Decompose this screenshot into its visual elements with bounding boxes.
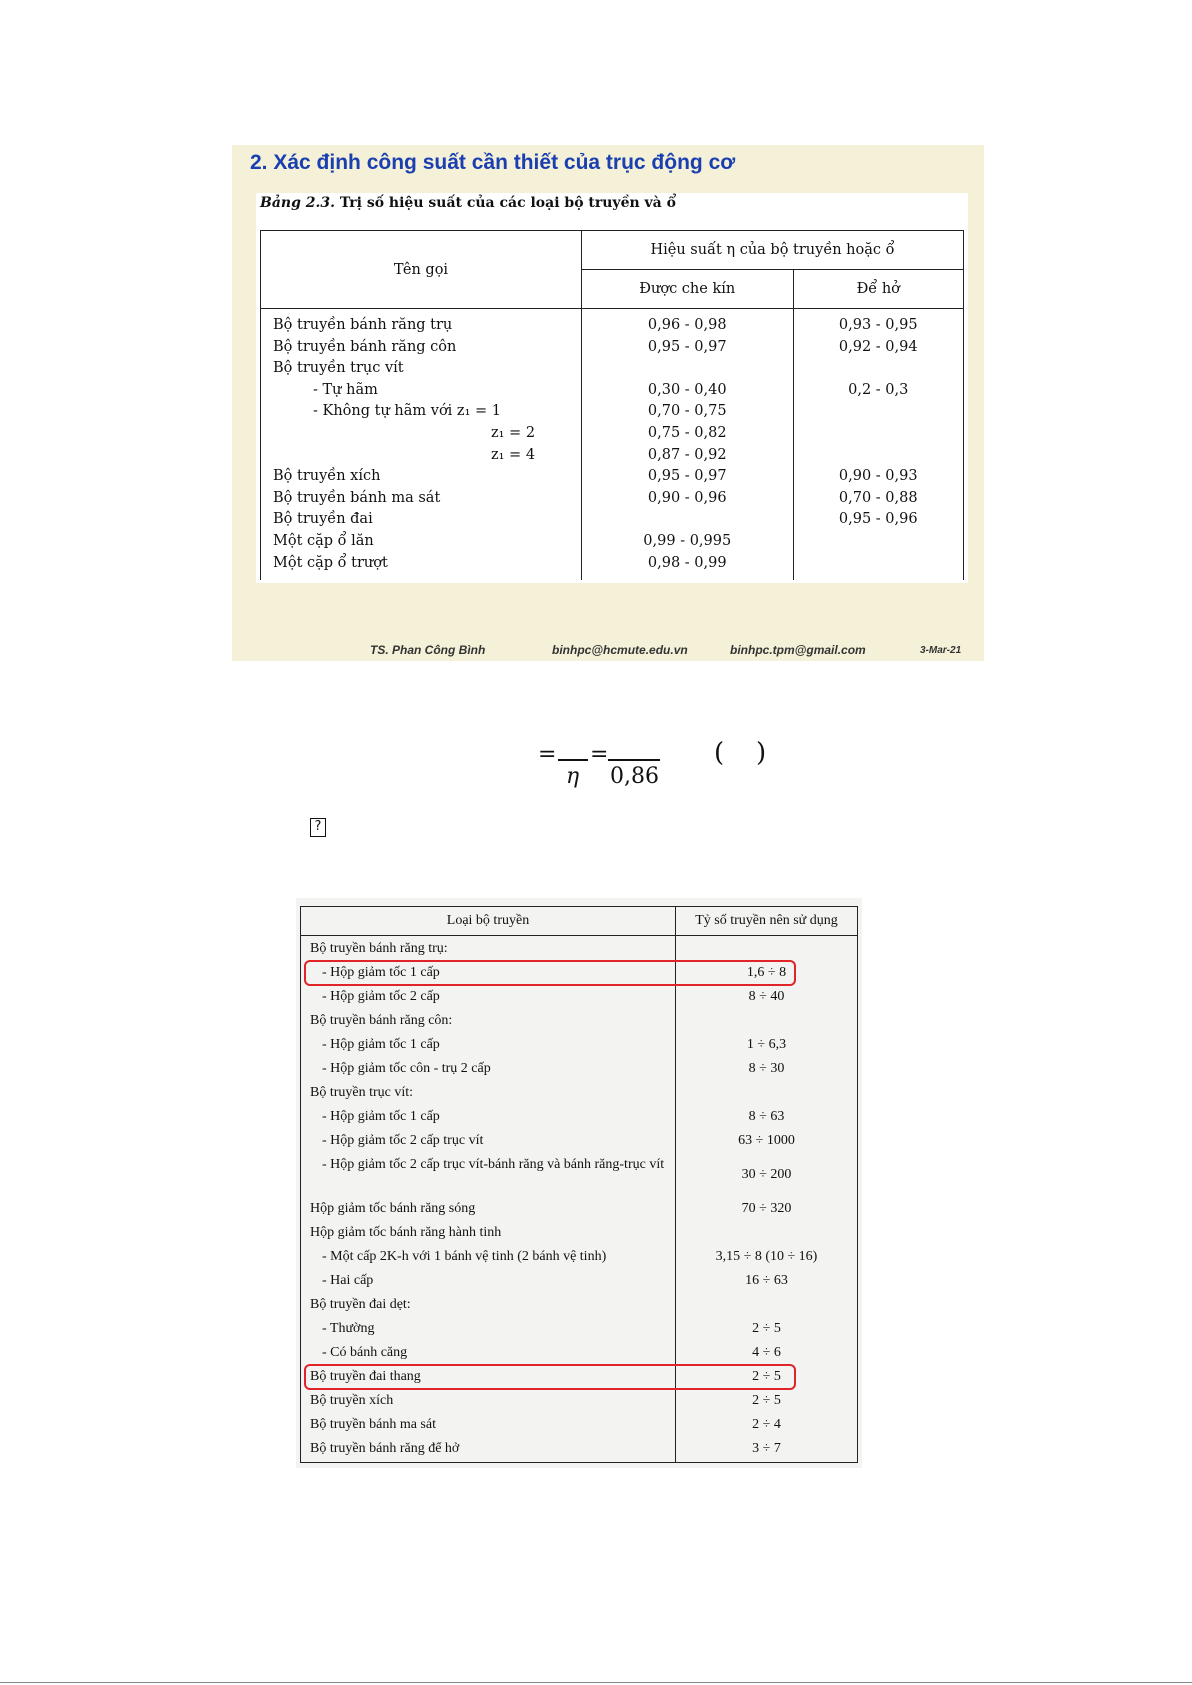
ratio-row-value: 2 ÷ 5 xyxy=(752,1369,781,1384)
footer-author: TS. Phan Công Bình xyxy=(370,643,486,657)
ratio-row-value: 16 ÷ 63 xyxy=(745,1273,788,1288)
highlight-box-v-belt xyxy=(304,1364,796,1390)
footer-email-2: binhpc.tpm@gmail.com xyxy=(730,643,866,657)
ratio-row-value: 30 ÷ 200 xyxy=(741,1167,792,1182)
slide-efficiency xyxy=(232,145,984,661)
ratio-row-name: - Hộp giảm tốc 1 cấp xyxy=(322,965,440,980)
ratio-row-name: Bộ truyền bánh răng trụ: xyxy=(310,941,448,956)
efficiency-row-open: 0,93 - 0,95 xyxy=(838,317,918,333)
ratio-row-value: 8 ÷ 40 xyxy=(748,989,785,1004)
efficiency-row-closed: 0,99 - 0,995 xyxy=(643,532,732,549)
ratio-row-value: 70 ÷ 320 xyxy=(741,1201,792,1216)
page-bottom-rule xyxy=(0,1682,1192,1683)
efficiency-row-name: Bộ truyền xích xyxy=(273,468,381,485)
ratio-row-name: Bộ truyền đai dẹt: xyxy=(310,1297,411,1312)
efficiency-row-closed: 0,87 - 0,92 xyxy=(647,446,727,463)
header-closed: Được che kín xyxy=(582,270,794,309)
efficiency-row-open xyxy=(794,423,963,445)
ratio-row-name: - Thường xyxy=(322,1321,375,1336)
efficiency-row-closed: 0,90 - 0,96 xyxy=(647,489,727,506)
ratio-row-name: Bộ truyền bánh ma sát xyxy=(310,1417,436,1432)
footer-date: 3-Mar-21 xyxy=(920,645,962,656)
ratio-row-value: 8 ÷ 30 xyxy=(748,1061,785,1076)
efficiency-row-open: 0,95 - 0,96 xyxy=(838,511,918,528)
ratio-row-value: 63 ÷ 1000 xyxy=(738,1133,795,1148)
missing-glyph-box: ? xyxy=(310,818,326,837)
efficiency-row-closed: 0,70 - 0,75 xyxy=(647,403,727,420)
scanned-table-ratio xyxy=(296,898,862,1468)
ratio-row-value xyxy=(677,1221,856,1245)
footer-email-1: binhpc@hcmute.edu.vn xyxy=(552,643,688,657)
efficiency-row-name: Bộ truyền bánh răng côn xyxy=(273,338,457,355)
efficiency-row-name: Bộ truyền bánh ma sát xyxy=(273,489,441,506)
fraction-bar-2 xyxy=(608,759,660,761)
efficiency-row-closed: 0,30 - 0,40 xyxy=(647,381,727,398)
slide-footer xyxy=(232,641,984,661)
ratio-row-value xyxy=(677,1081,856,1105)
table-caption xyxy=(260,195,676,211)
efficiency-row-closed: 0,95 - 0,97 xyxy=(647,338,727,355)
efficiency-row-closed xyxy=(582,509,793,531)
formula-denominator-1: η xyxy=(566,764,580,789)
ratio-row-name: - Hai cấp xyxy=(322,1273,374,1288)
header-efficiency: Hiệu suất η của bộ truyền hoặc ổ xyxy=(582,231,964,270)
ratio-row-name: Bộ truyền đai thang xyxy=(310,1369,421,1384)
ratio-row-value: 2 ÷ 5 xyxy=(752,1321,781,1336)
formula-paren-open: ( xyxy=(714,738,725,768)
ratio-row-value: 8 ÷ 63 xyxy=(748,1109,785,1124)
ratio-row-name: - Hộp giảm tốc côn - trụ 2 cấp xyxy=(322,1061,491,1076)
ratio-row-name: - Một cấp 2K-h với 1 bánh vệ tinh (2 bánh vệ tinh) xyxy=(322,1249,607,1264)
table-caption-label: Bảng 2.3. xyxy=(260,195,335,211)
efficiency-row-open xyxy=(794,445,963,467)
efficiency-row-name: Bộ truyền bánh răng trụ xyxy=(273,317,453,333)
efficiency-row-open: 0,70 - 0,88 xyxy=(838,489,918,506)
efficiency-row-open xyxy=(794,401,963,423)
efficiency-table xyxy=(260,230,964,580)
efficiency-row-closed: 0,96 - 0,98 xyxy=(647,317,727,333)
efficiency-row-name: Bộ truyền đai xyxy=(273,511,373,528)
efficiency-row-name: - Không tự hãm với z₁ = 1 xyxy=(313,403,501,420)
formula-denominator-2: 0,86 xyxy=(610,764,659,789)
highlight-box-spur-1-stage xyxy=(304,960,796,986)
ratio-row-value: 2 ÷ 5 xyxy=(752,1393,781,1408)
header-transmission-type: Loại bộ truyền xyxy=(301,907,676,936)
slide-title: 2. Xác định công suất cần thiết của trục động cơ xyxy=(250,151,736,174)
ratio-row-name: - Hộp giảm tốc 1 cấp xyxy=(322,1037,440,1052)
ratio-row-value xyxy=(677,1009,856,1033)
table-caption-text: Trị số hiệu suất của các loại bộ truyền và ổ xyxy=(339,195,676,211)
header-recommended-ratio: Tỷ số truyền nên sử dụng xyxy=(676,907,858,936)
efficiency-row-name: Bộ truyền trục vít xyxy=(273,360,404,377)
efficiency-row-name: Một cặp ổ lăn xyxy=(273,532,374,549)
ratio-row-name: - Hộp giảm tốc 2 cấp trục vít xyxy=(322,1133,484,1148)
ratio-row-name: - Hộp giảm tốc 1 cấp xyxy=(322,1109,440,1124)
ratio-row-value: 3,15 ÷ 8 (10 ÷ 16) xyxy=(715,1249,818,1264)
ratio-row-name: - Hộp giảm tốc 2 cấp trục vít-bánh răng và bánh răng-trục vít xyxy=(322,1157,665,1172)
efficiency-row-closed: 0,95 - 0,97 xyxy=(647,468,727,485)
formula-equals-1: = xyxy=(538,742,557,767)
efficiency-row-name: Một cặp ổ trượt xyxy=(273,554,388,571)
efficiency-row-open: 0,92 - 0,94 xyxy=(838,338,918,355)
efficiency-row-open xyxy=(794,553,963,575)
efficiency-row-open xyxy=(794,531,963,553)
ratio-row-name: Bộ truyền xích xyxy=(310,1393,394,1408)
ratio-row-name: - Có bánh căng xyxy=(322,1345,408,1360)
ratio-row-name: Bộ truyền bánh răng để hở xyxy=(310,1441,460,1456)
scanned-table-efficiency xyxy=(256,193,968,583)
ratio-row-value xyxy=(677,937,856,961)
header-name: Tên gọi xyxy=(261,231,582,309)
fraction-bar-1 xyxy=(558,759,588,761)
ratio-row-value: 2 ÷ 4 xyxy=(752,1417,781,1432)
ratio-row-name: Hộp giảm tốc bánh răng sóng xyxy=(310,1201,476,1216)
ratio-row-value: 4 ÷ 6 xyxy=(752,1345,781,1360)
formula-equals-2: = xyxy=(590,742,609,767)
column-open xyxy=(793,309,963,581)
ratio-row-name: - Hộp giảm tốc 2 cấp xyxy=(322,989,440,1004)
efficiency-row-open xyxy=(794,358,963,380)
efficiency-row-closed: 0,98 - 0,99 xyxy=(647,554,727,571)
ratio-row-name: Hộp giảm tốc bánh răng hành tinh xyxy=(310,1225,502,1240)
formula-paren-close: ) xyxy=(756,738,767,768)
formula xyxy=(538,740,808,790)
efficiency-row-name: z₁ = 4 xyxy=(491,446,536,463)
efficiency-row-closed xyxy=(582,358,793,380)
ratio-row-value: 3 ÷ 7 xyxy=(752,1441,781,1456)
efficiency-row-closed: 0,75 - 0,82 xyxy=(647,424,727,441)
ratio-row-value xyxy=(677,1293,856,1317)
efficiency-row-name: - Tự hãm xyxy=(313,381,378,398)
column-closed xyxy=(582,309,794,581)
efficiency-row-open: 0,90 - 0,93 xyxy=(838,468,918,485)
efficiency-row-open: 0,2 - 0,3 xyxy=(848,381,909,398)
ratio-row-name: Bộ truyền trục vít: xyxy=(310,1085,414,1100)
ratio-row-name: Bộ truyền bánh răng côn: xyxy=(310,1013,453,1028)
column-name xyxy=(261,309,582,581)
ratio-row-value: 1 ÷ 6,3 xyxy=(746,1037,787,1052)
header-open: Để hở xyxy=(793,270,963,309)
ratio-row-value: 1,6 ÷ 8 xyxy=(746,965,787,980)
efficiency-row-name: z₁ = 2 xyxy=(491,424,536,441)
